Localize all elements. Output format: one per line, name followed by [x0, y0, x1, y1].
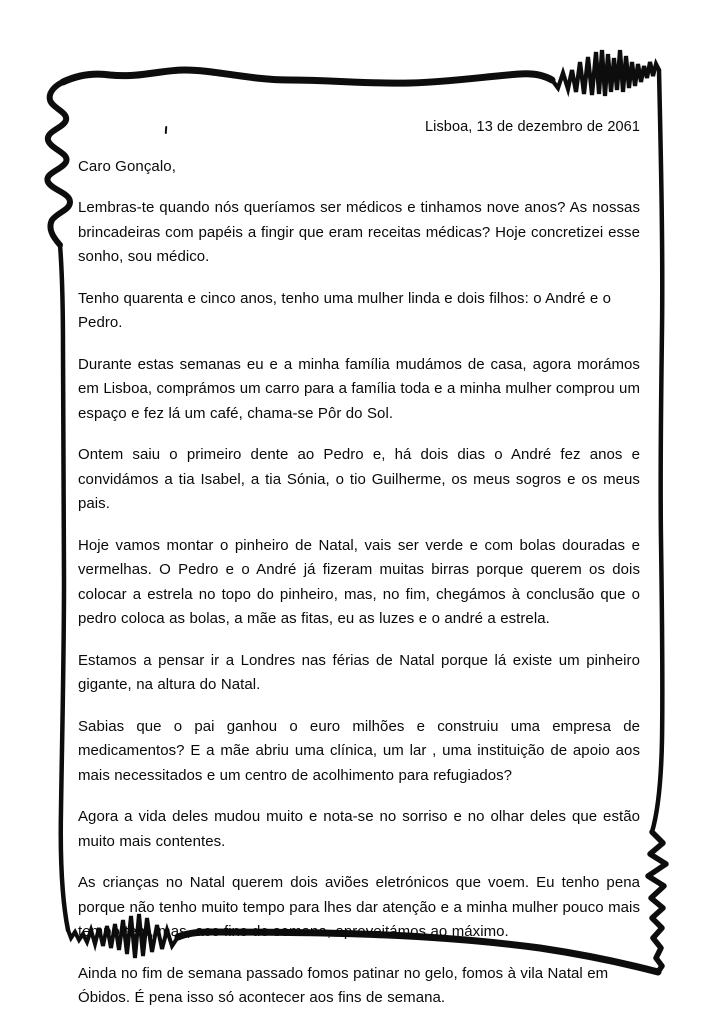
- letter-paragraph: Ainda no fim de semana passado fomos patinar no gelo, fomos à vila Natal em Óbidos. É pena isso só acontecer aos fins de semana.: [78, 964, 609, 1006]
- border-bottom-right-zigzag: [648, 832, 666, 972]
- letter-paragraph: Sabias que o pai ganhou o euro milhões e construiu uma empresa de medicamentos? E a mãe abriu uma clínica, um lar , uma instituição de apoio aos mais necessitados e um centro de acolhimento para refugiados?: [78, 717, 640, 784]
- letter-paragraph: Lembras-te quando nós queríamos ser médicos e tinhamos nove anos? As nossas brincadeiras com papéis a fingir que eram receitas médicas? Hoje concretizei esse sonho, sou médico.: [78, 199, 640, 265]
- border-top-left-zigzag: [47, 82, 70, 245]
- letter-paragraph: As crianças no Natal querem dois aviões eletrónicos que voem. Eu tenho pena porque não tenho muito tempo para lhes dar atenção e a minha mulher pouco mais tempo tem, mas, aos fins de semana, aproveitámos ao máximo.: [78, 874, 640, 940]
- letter-date-line: Lisboa, 13 de dezembro de 2061: [424, 119, 640, 135]
- border-left-edge: [60, 245, 68, 930]
- letter-body: [78, 118, 640, 1024]
- letter-salutation: Caro Gonçalo,: [78, 158, 177, 175]
- border-right-edge: [652, 70, 662, 832]
- letter-paragraph: Durante estas semanas eu e a minha família mudámos de casa, agora morámos em Lisboa, comprámos um carro para a família toda e a minha mulher comprou um espaço e fez lá um café, chama-se Pôr do Sol.: [78, 355, 640, 422]
- letter-paragraph: Estamos a pensar ir a Londres nas férias de Natal porque lá existe um pinheiro gigante, na altura do Natal.: [78, 651, 640, 693]
- letter-paragraph: Ontem saiu o primeiro dente ao Pedro e, há dois dias o André fez anos e convidámos a tia Isabel, a tia Sónia, o tio Guilherme, os meus sogros e os meus pais.: [78, 446, 640, 512]
- letter-paragraph: Hoje vamos montar o pinheiro de Natal, vais ser verde e com bolas douradas e vermelhas. O Pedro e o André já fizeram muitas birras porque querem os dois colocar a estrela no topo do pinheiro, mas, no fim, chegámos à conclusão que o pedro coloca as bolas, a mãe as fitas, eu as luzes e o andré a estrela.: [78, 536, 640, 627]
- letter-paragraph: Tenho quarenta e cinco anos, tenho uma mulher linda e dois filhos: o André e o Pedro.: [78, 289, 612, 331]
- letter-paragraph: Agora a vida deles mudou muito e nota-se no sorriso e no olhar deles que estão muito mais contentes.: [78, 808, 640, 850]
- border-top-edge: [63, 70, 552, 83]
- border-top-right-scribble: [552, 50, 659, 96]
